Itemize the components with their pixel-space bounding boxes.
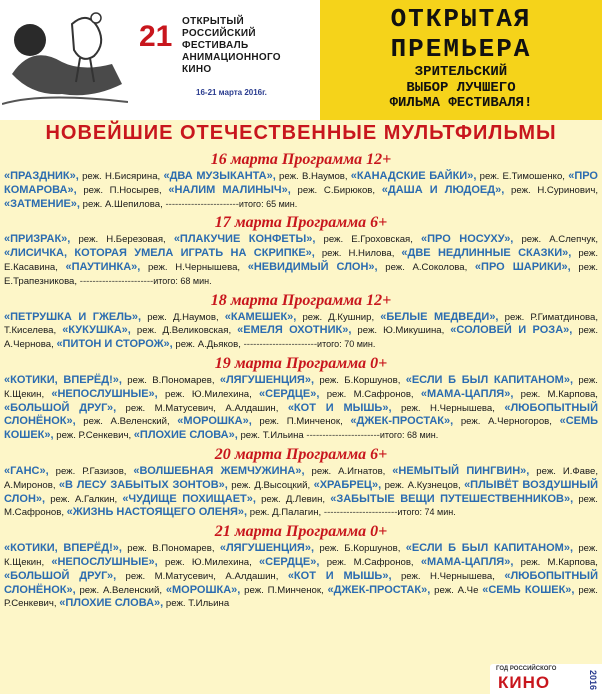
film-title: «ПРИЗРАК»,: [4, 233, 71, 246]
film-director: реж. М.Сафронов,: [4, 493, 598, 519]
film-title: «ДЖЕК-ПРОСТАК»,: [327, 583, 431, 596]
film-director: реж. В.Пономарев,: [127, 543, 215, 555]
film-title: «ЕСЛИ Б БЫЛ КАПИТАНОМ»,: [405, 542, 573, 555]
film-title: «КАНАДСКИЕ БАЙКИ»,: [350, 170, 477, 182]
film-title: «КУКУШКА»,: [62, 324, 131, 337]
film-title: «ПЛОХИЕ СЛОВА»,: [59, 597, 164, 610]
film-director: реж. Е.Трапезникова,: [4, 261, 599, 287]
film-director: реж. А.Слепчук,: [521, 234, 598, 246]
film-title: «СЕМЬ КОШЕК»,: [4, 415, 599, 442]
film-title: «ДВЕ НЕДЛИННЫЕ СКАЗКИ»,: [401, 247, 572, 260]
film-director: реж. А.Чернова,: [4, 325, 598, 351]
film-title: «БЕЛЫЕ МЕДВЕДИ»,: [380, 310, 499, 323]
program-film-list: [4, 542, 598, 611]
page-title: НОВЕЙШИЕ ОТЕЧЕСТВЕННЫЕ МУЛЬТФИЛЬМЫ: [45, 122, 557, 144]
program-heading: 18 марта Программа 12+: [210, 291, 392, 309]
film-director: реж. П.Минченок,: [259, 416, 343, 428]
film-title: «ПРО ШАРИКИ»,: [474, 260, 571, 273]
film-director: реж. А.Веленский,: [79, 584, 163, 596]
festival-name: ОТКРЫТЫЙ РОССИЙСКИЙ ФЕСТИВАЛЬ АНИМАЦИОННОГО КИНО: [182, 16, 281, 75]
film-director: реж. К.Щекин,: [4, 374, 598, 400]
film-director: реж. М.Сафронов,: [326, 388, 414, 400]
film-director: реж. Е.Касавина,: [4, 248, 598, 273]
film-title: «ПРАЗДНИК»,: [4, 170, 79, 182]
film-director: реж. Т.Ильина: [165, 598, 230, 610]
film-title: «НАЛИМ МАЛИНЫЧ»,: [168, 183, 291, 196]
festival-number: 21: [139, 20, 173, 53]
film-director: реж. Д.Наумов,: [147, 311, 219, 323]
badge-small-text: ГОД РОССИЙСКОГО: [496, 666, 557, 672]
film-director: реж. К.Щекин,: [4, 543, 598, 568]
film-title: «ЗАТМЕНИЕ»,: [4, 197, 80, 210]
film-director: реж. Н.Чернышева,: [400, 570, 495, 582]
program-heading: 16 марта Программа 12+: [210, 151, 392, 168]
film-director: реж. Н.Нилова,: [321, 248, 395, 260]
dotted-leader: -----------------------: [79, 275, 154, 287]
film-director: реж. Б.Коршунов,: [319, 374, 401, 386]
film-director: реж. С.Бирюков,: [297, 184, 376, 196]
film-title: «СЕМЬ КОШЕК»,: [482, 583, 575, 596]
film-title: «ЛИСИЧКА, КОТОРАЯ УМЕЛА ИГРАТЬ НА СКРИПКЕ»,: [4, 247, 315, 260]
premiere-subtitle-line3: ФИЛЬМА ФЕСТИВАЛЯ!: [389, 95, 533, 111]
program-film-list: [4, 170, 598, 211]
film-title: «ПЕТРУШКА И ГЖЕЛЬ»,: [4, 310, 142, 323]
film-director: реж. Е.Тимошенко,: [479, 171, 565, 182]
film-title: «ЕСЛИ Б БЫЛ КАПИТАНОМ»,: [405, 373, 573, 386]
program-total: итого: 65 мин.: [238, 198, 298, 209]
program-total: итого: 68 мин.: [379, 430, 439, 441]
program-film-list: [4, 374, 598, 443]
dotted-leader: -----------------------: [165, 198, 239, 210]
film-director: реж. Ю.Милехина,: [164, 388, 252, 400]
film-title: «В ЛЕСУ ЗАБЫТЫХ ЗОНТОВ»,: [58, 478, 228, 491]
film-title: «ЛЮБОПЫТНЫЙ СЛОНЁНОК»,: [4, 569, 598, 596]
film-title: «ПЛОХИЕ СЛОВА»,: [133, 429, 238, 442]
film-director: реж. Н.Суринович,: [511, 184, 599, 196]
film-director: реж. Ю.Микушина,: [357, 325, 445, 337]
program-film-list: [4, 311, 598, 352]
film-director: реж. В.Наумов,: [279, 171, 348, 182]
film-director: реж. Р.Сенкевич,: [56, 430, 132, 442]
premiere-title-line2: ПРЕМЬЕРА: [390, 34, 532, 64]
program-heading: 19 марта Программа 0+: [214, 354, 388, 372]
film-director: Т.Киселева,: [4, 325, 57, 337]
film-title: «ЛЯГУШЕНЦИЯ»,: [219, 373, 315, 386]
film-title: «ЛЮБОПЫТНЫЙ СЛОНЁНОК»,: [4, 401, 598, 428]
film-title: «ХРАБРЕЦ»,: [313, 478, 382, 491]
film-director: реж. А.Игнатов,: [311, 465, 386, 477]
film-title: «ЖИЗНЬ НАСТОЯЩЕГО ОЛЕНЯ»,: [66, 506, 248, 519]
film-director: реж. А.Черногоров,: [460, 416, 552, 428]
film-title: «ПРО КОМАРОВА»,: [4, 170, 598, 196]
film-director: А.Алдашин,: [225, 570, 279, 582]
film-title: «ПРО НОСУХУ»,: [421, 233, 514, 246]
festival-dates: 16-21 марта 2016г.: [196, 88, 267, 97]
film-title: «БОЛЬШОЙ ДРУГ»,: [4, 401, 117, 414]
film-director: реж. П.Носырев,: [83, 184, 162, 196]
program-list: [4, 150, 598, 613]
badge-year: 2016: [588, 670, 598, 691]
dotted-leader: -----------------------: [323, 507, 398, 519]
dotted-leader: -----------------------: [243, 339, 318, 351]
film-director: реж. В.Пономарев,: [127, 374, 215, 386]
film-title: «ЕМЕЛЯ ОХОТНИК»,: [237, 324, 352, 337]
premiere-banner: [320, 0, 602, 120]
film-title: «КАМЕШЕК»,: [224, 310, 297, 323]
program-heading: 17 марта Программа 6+: [214, 214, 388, 232]
premiere-subtitle-line1: ЗРИТЕЛЬСКИЙ: [414, 64, 508, 80]
film-title: «СЕРДЦЕ»,: [259, 387, 320, 400]
film-director: реж. Д.Кушнир,: [302, 311, 375, 323]
film-title: «КОТИКИ, ВПЕРЁД!»,: [4, 373, 122, 386]
film-title: «СЕРДЦЕ»,: [259, 555, 320, 568]
film-title: «ВОЛШЕБНАЯ ЖЕМЧУЖИНА»,: [133, 464, 305, 477]
film-director: реж. А.Галкин,: [50, 493, 118, 505]
film-title: «ЗАБЫТЫЕ ВЕЩИ ПУТЕШЕСТВЕННИКОВ»,: [330, 492, 574, 505]
film-director: реж. М.Карпова,: [520, 556, 598, 568]
film-director: реж. Н.Чернышева,: [147, 261, 241, 273]
program-total: итого: 74 мин.: [397, 507, 456, 518]
film-title: «ПАУТИНКА»,: [65, 260, 141, 273]
film-director: реж. М.Карпова,: [520, 388, 598, 400]
film-title: «НЕВИДИМЫЙ СЛОН»,: [247, 260, 378, 273]
film-title: «НЕПОСЛУШНЫЕ»,: [51, 555, 158, 568]
film-director: реж. А.Кузнецов,: [384, 479, 461, 491]
film-title: «ЧУДИЩЕ ПОХИЩАЕТ»,: [122, 492, 256, 505]
film-title: «ЛЯГУШЕНЦИЯ»,: [219, 542, 315, 555]
film-title: «ДЖЕК-ПРОСТАК»,: [350, 415, 454, 428]
film-director: реж. А.Че: [434, 584, 479, 596]
film-title: «МАМА-ЦАПЛЯ»,: [420, 387, 514, 400]
film-title: «ДАША И ЛЮДОЕД»,: [381, 183, 505, 196]
film-director: реж. Д.Высоцкий,: [231, 479, 311, 491]
film-director: А.Миронов,: [4, 479, 56, 491]
film-director: реж. Ю.Милехина,: [164, 556, 252, 568]
program-heading: 20 марта Программа 6+: [214, 445, 388, 463]
film-title: «ГАНС»,: [4, 464, 49, 477]
film-director: реж. Т.Ильина: [240, 430, 304, 442]
program-total: итого: 70 мин.: [317, 339, 376, 350]
badge-big-text: КИНО: [498, 673, 551, 692]
film-title: «КОТИКИ, ВПЕРЁД!»,: [4, 542, 122, 555]
film-director: А.Алдашин,: [225, 402, 279, 414]
film-director: реж. А.Шепилова,: [82, 198, 163, 210]
film-title: «НЕМЫТЫЙ ПИНГВИН»,: [392, 464, 530, 477]
film-director: реж. Б.Коршунов,: [319, 543, 401, 555]
film-director: реж. Р.Сенкевич,: [4, 584, 598, 610]
film-director: реж. М.Матусевич,: [125, 570, 216, 582]
program-heading: 21 марта Программа 0+: [214, 523, 388, 541]
festival-logo-illustration: [2, 4, 128, 116]
film-title: «МОРОШКА»,: [177, 415, 252, 428]
film-title: «МОРОШКА»,: [165, 583, 241, 596]
film-director: реж. Н.Бисярина,: [82, 171, 161, 182]
film-director: реж. Р.Гиматдинова,: [504, 311, 599, 323]
film-title: «МАМА-ЦАПЛЯ»,: [420, 555, 514, 568]
film-title: «СОЛОВЕЙ И РОЗА»,: [450, 324, 573, 337]
film-director: реж. Н.Березовая,: [78, 234, 166, 246]
film-title: «ПЛАКУЧИЕ КОНФЕТЫ»,: [173, 233, 316, 246]
film-director: реж. А.Дьяков,: [175, 339, 241, 351]
film-director: реж. П.Минченок,: [244, 584, 324, 596]
dotted-leader: -----------------------: [306, 430, 380, 442]
film-director: реж. А.Соколова,: [385, 261, 468, 273]
program-film-list: [4, 233, 598, 288]
film-director: реж. Д.Великовская,: [136, 325, 232, 337]
program-total: итого: 68 мин.: [153, 275, 212, 286]
film-director: реж. Н.Чернышева,: [400, 402, 495, 414]
program-film-list: [4, 465, 598, 520]
film-title: «КОТ И МЫШЬ»,: [287, 569, 392, 582]
premiere-subtitle-line2: ВЫБОР ЛУЧШЕГО: [406, 80, 516, 96]
film-director: реж. Р.Газизов,: [55, 465, 127, 477]
film-title: «БОЛЬШОЙ ДРУГ»,: [4, 569, 117, 582]
film-title: «КОТ И МЫШЬ»,: [287, 401, 392, 414]
film-title: «ПЛЫВЁТ ВОЗДУШНЫЙ СЛОН»,: [4, 478, 599, 505]
film-director: реж. Д.Левин,: [261, 493, 326, 505]
film-title: «ДВА МУЗЫКАНТА»,: [163, 170, 276, 182]
film-director: реж. М.Сафронов,: [326, 556, 414, 568]
film-title: «ПИТОН И СТОРОЖ»,: [56, 338, 173, 351]
film-director: реж. М.Матусевич,: [125, 402, 216, 414]
film-director: реж. Е.Гроховская,: [323, 234, 413, 246]
film-title: «НЕПОСЛУШНЫЕ»,: [51, 387, 158, 400]
film-director: реж. Д.Палагин,: [249, 507, 322, 519]
film-director: реж. И.Фаве,: [536, 465, 599, 477]
year-of-cinema-badge: [490, 664, 602, 694]
premiere-title-line1: ОТКРЫТАЯ: [390, 4, 532, 34]
film-director: реж. А.Веленский,: [83, 416, 170, 428]
